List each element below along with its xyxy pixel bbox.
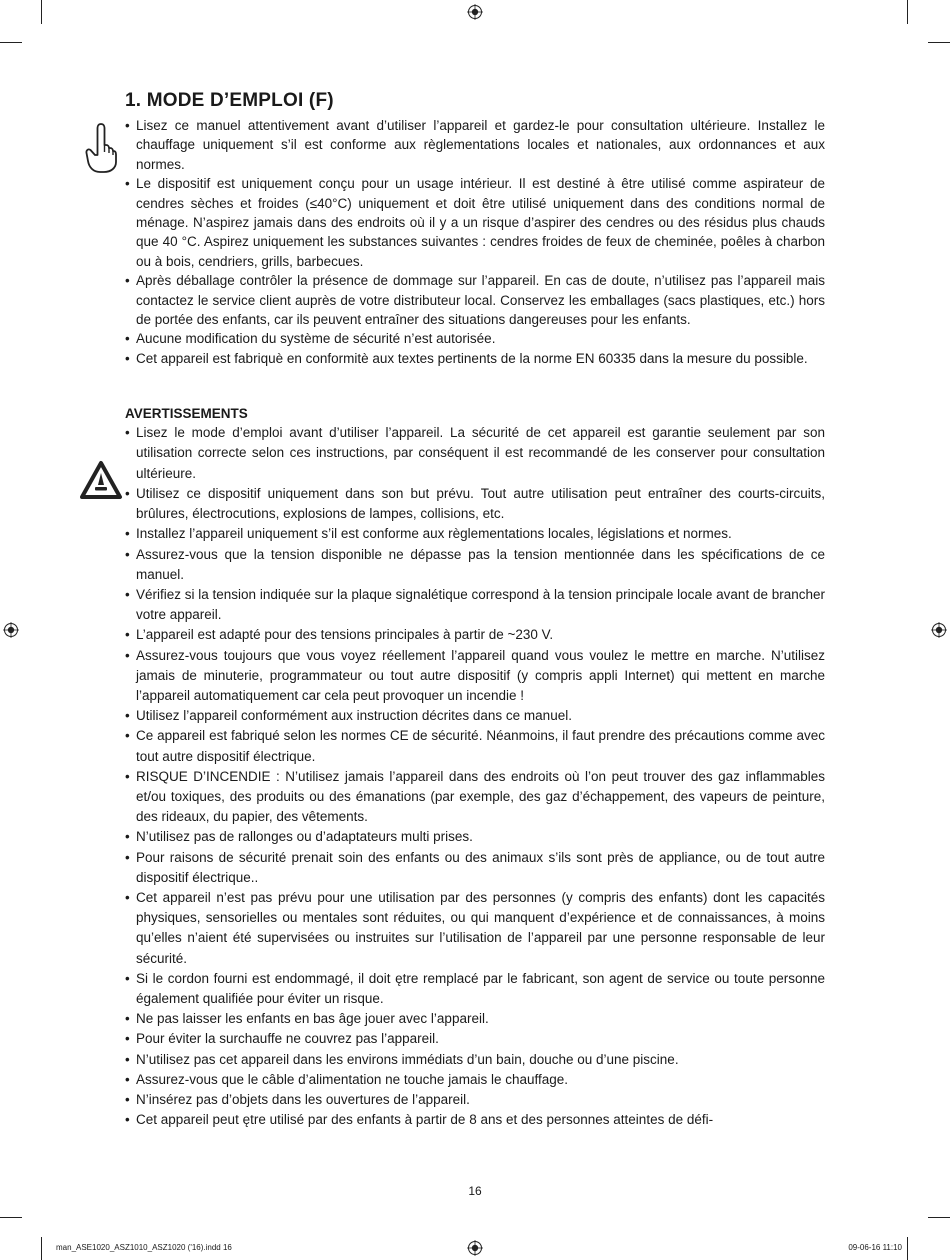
warnings-heading: AVERTISSEMENTS: [125, 406, 248, 422]
file-slug: man_ASE1020_ASZ1010_ASZ1020 ('16).indd 16: [56, 1243, 232, 1252]
registration-mark-icon: [467, 4, 483, 20]
list-item: • N’utilisez pas de rallonges ou d’adaptateurs multi prises.: [125, 827, 825, 847]
list-item: • Aucune modification du système de sécurité n’est autorisée.: [125, 329, 825, 348]
crop-mark: [41, 0, 42, 24]
list-item: • N’utilisez pas cet appareil dans les environs immédiats d’un bain, douche ou d’une piscine.: [125, 1050, 825, 1070]
page-number: 16: [468, 1184, 482, 1198]
main-content: [125, 90, 825, 1130]
list-item: • Vérifiez si la tension indiquée sur la plaque signalétique correspond à la tension principale locale avant de brancher votre appareil.: [125, 585, 825, 625]
list-item: • Cet appareil n’est pas prévu pour une utilisation par des personnes (y compris des enfants) dont les capacités physiques, sensorielles ou mentales sont réduites, ou qui manquent d’expérience et de connaissances, à moins qu’elles n’aient été supervisées ou instruites sur l’utilisation de l’appareil par une personne responsable de leur sécurité.: [125, 888, 825, 969]
crop-mark: [928, 1217, 950, 1218]
list-item: • Assurez-vous que le câble d’alimentation ne touche jamais le chauffage.: [125, 1070, 825, 1090]
crop-mark: [41, 1237, 42, 1260]
registration-mark-icon: [467, 1240, 483, 1256]
pointing-hand-icon: [84, 121, 118, 175]
list-item: • Après déballage contrôler la présence de dommage sur l’appareil. En cas de doute, n’utilisez pas l’appareil mais contactez le service client auprès de votre distributeur local. Conservez les emballages (sacs plastiques, etc.) hors de portée des enfants, car ils peuvent entraîner des situations dangereuses pour les enfants.: [125, 271, 825, 329]
warnings-section: [125, 406, 825, 1130]
warning-triangle-icon: [79, 460, 123, 500]
list-item: • Ce appareil est fabriqué selon les normes CE de sécurité. Néanmoins, il faut prendre des précautions comme avec tout autre dispositif électrique.: [125, 726, 825, 766]
warnings-list: [125, 423, 825, 1130]
list-item: • RISQUE D’INCENDIE : N’utilisez jamais l’appareil dans des endroits où l’on peut trouver des gaz inflammables et/ou toxiques, des produits ou des émanations (par exemple, des gaz d’échappement, des vapeurs de peinture, des rideaux, du papier, des vêtements.: [125, 767, 825, 828]
list-item: • Le dispositif est uniquement conçu pour un usage intérieur. Il est destiné à être utilisé comme aspirateur de cendres sèches et froides (≤40°C) uniquement et doit être utilisé uniquement dans des conditions normal de ménage. N’aspirez jamais dans des endroits où il y a un risque d’aspirer des cendres ou des résidus plus chauds que 40 °C. Aspirez uniquement les substances suivantes : cendres froides de feux de cheminée, poêles à charbon ou à bois, cendriers, grills, barbecues.: [125, 174, 825, 271]
crop-mark: [0, 42, 22, 43]
list-item: • Lisez ce manuel attentivement avant d’utiliser l’appareil et gardez-le pour consultation ultérieure. Installez le chauffage uniquement s’il est conforme aux règlementations locales et nationales, aux ordonnances et aux normes.: [125, 116, 825, 174]
list-item: • Utilisez l’appareil conformément aux instruction décrites dans ce manuel.: [125, 706, 825, 726]
list-item: • Assurez-vous toujours que vous voyez réellement l’appareil quand vous voulez le mettre en marche. N’utilisez jamais de minuterie, programmateur ou tout autre dispositif (y compris appli Internet) qui mettent en marche l’appareil automatiquement car cela peut provoquer un incendie !: [125, 646, 825, 707]
list-item: • Assurez-vous que la tension disponible ne dépasse pas la tension mentionnée dans les spécifications de ce manuel.: [125, 545, 825, 585]
list-item: • Cet appareil peut ętre utilisé par des enfants à partir de 8 ans et des personnes atteintes de défi-: [125, 1110, 825, 1130]
list-item: • Pour éviter la surchauffe ne couvrez pas l’appareil.: [125, 1029, 825, 1049]
registration-mark-icon: [931, 622, 947, 638]
list-item: • Cet appareil est fabriquè en conformitè aux textes pertinents de la norme EN 60335 dans la mesure du possible.: [125, 349, 825, 368]
list-item: • Pour raisons de sécurité prenait soin des enfants ou des animaux s’ils sont près de appliance, ou de tout autre dispositif électrique..: [125, 848, 825, 888]
crop-mark: [907, 0, 908, 24]
date-slug: 09-06-16 11:10: [848, 1243, 902, 1252]
list-item: • Si le cordon fourni est endommagé, il doit ętre remplacé par le fabricant, son agent de service ou toute personne également qualifiée pour éviter un risque.: [125, 969, 825, 1009]
intro-list: [125, 116, 825, 368]
crop-mark: [0, 1217, 22, 1218]
page-title: 1. MODE D’EMPLOI (F): [125, 90, 334, 111]
list-item: • Ne pas laisser les enfants en bas âge jouer avec l’appareil.: [125, 1009, 825, 1029]
registration-mark-icon: [3, 622, 19, 638]
list-item: • N’insérez pas d’objets dans les ouvertures de l’appareil.: [125, 1090, 825, 1110]
list-item: • Lisez le mode d’emploi avant d’utiliser l’appareil. La sécurité de cet appareil est garantie seulement par son utilisation correcte selon ces instructions, par conséquent il est recommandé de les conserver pour consultation ultérieure.: [125, 423, 825, 484]
crop-mark: [907, 1237, 908, 1260]
list-item: • Utilisez ce dispositif uniquement dans son but prévu. Tout autre utilisation peut entraîner des courts-circuits, brûlures, électrocutions, explosions de lampes, collisions, etc.: [125, 484, 825, 524]
list-item: • L’appareil est adapté pour des tensions principales à partir de ~230 V.: [125, 625, 825, 645]
crop-mark: [928, 42, 950, 43]
list-item: • Installez l’appareil uniquement s’il est conforme aux règlementations locales, législations et normes.: [125, 524, 825, 544]
